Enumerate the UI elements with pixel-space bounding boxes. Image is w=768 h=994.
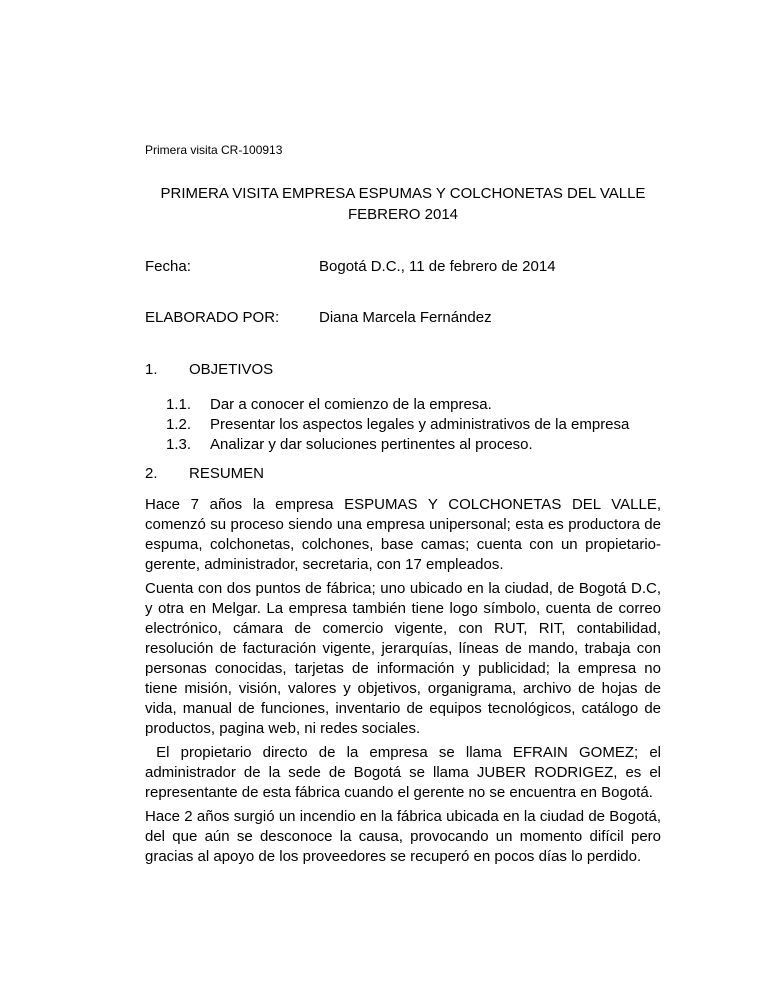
list-item-text: Analizar y dar soluciones pertinentes al proceso.: [210, 436, 533, 453]
document-title: [125, 183, 681, 225]
author-value: Diana Marcela Fernández: [319, 309, 492, 326]
summary-paragraph: Cuenta con dos puntos de fábrica; uno ubicado en la ciudad, de Bogotá D.C, y otra en Melgar. La empresa también tiene logo símbolo, cuenta de correo electrónico, cámara de comercio vigente, con RUT, RIT, contabilidad, resolución de facturación vigente, jerarquías, líneas de mando, trabaja con personas conocidas, tarjetas de información y publicidad; la empresa no tiene misión, visión, valores y objetivos, organigrama, archivo de hojas de vida, manual de funciones, inventario de equipos tecnológicos, catálogo de productos, pagina web, ni redes sociales.: [145, 580, 661, 737]
summary-paragraph: Hace 2 años surgió un incendio en la fábrica ubicada en la ciudad de Bogotá, del que aún se desconoce la causa, provocando un momento difícil pero gracias al apoyo de los proveedores se recuperó en pocos días lo perdido.: [145, 808, 661, 865]
document-reference: Primera visita CR-100913: [145, 143, 283, 157]
list-item-text: Presentar los aspectos legales y administrativos de la empresa: [210, 416, 630, 433]
summary-paragraph: El propietario directo de la empresa se llama EFRAIN GOMEZ; el administrador de la sede de Bogotá se llama JUBER RODRIGEZ, es el representante de esta fábrica cuando el gerente no se encuentra en Bogotá.: [145, 744, 666, 801]
title-line-1: PRIMERA VISITA EMPRESA ESPUMAS Y COLCHONETAS DEL VALLE: [160, 185, 646, 202]
summary-paragraph: Hace 7 años la empresa ESPUMAS Y COLCHONETAS DEL VALLE, comenzó su proceso siendo una empresa unipersonal; esta es productora de espuma, colchonetas, colchones, base camas; cuenta con un propietario-gerente, administrador, secretaria, con 17 empleados.: [145, 496, 661, 573]
section-number: 1.: [145, 361, 158, 378]
date-value: Bogotá D.C., 11 de febrero de 2014: [319, 258, 556, 275]
title-line-2: FEBRERO 2014: [347, 206, 459, 223]
author-label: ELABORADO POR:: [145, 309, 280, 326]
list-item-number: 1.1.: [166, 396, 192, 413]
list-item-number: 1.2.: [166, 416, 192, 433]
date-label: Fecha:: [145, 258, 191, 275]
list-item-number: 1.3.: [166, 436, 192, 453]
section-title: OBJETIVOS: [189, 361, 274, 378]
section-title: RESUMEN: [189, 465, 265, 482]
section-number: 2.: [145, 465, 158, 482]
list-item-text: Dar a conocer el comienzo de la empresa.: [210, 396, 492, 413]
